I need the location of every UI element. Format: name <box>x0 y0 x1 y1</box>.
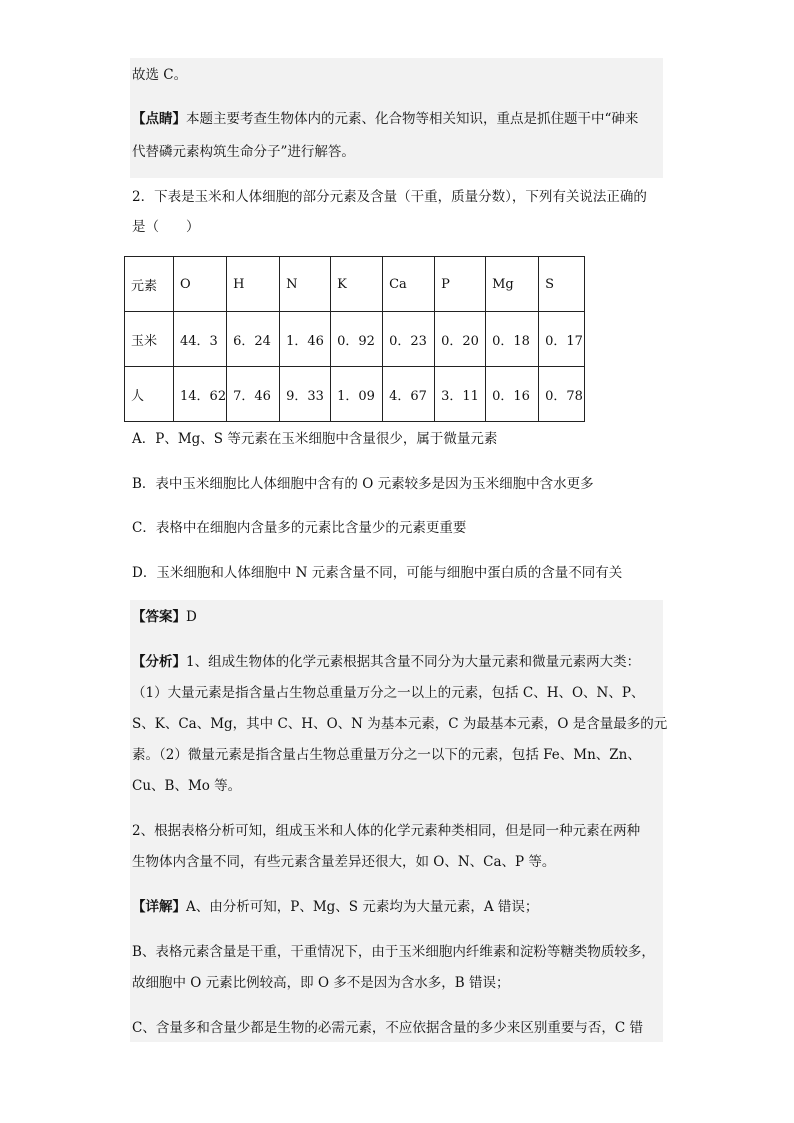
table-cell: 9．33 <box>280 367 331 422</box>
analysis-line-4: 素。（2）微量元素是指含量占生物总重量万分之一以下的元素，包括 Fe、Mn、Zn、 <box>132 747 641 763</box>
table-cell: 0．16 <box>486 367 539 422</box>
table-cell: 0．20 <box>435 312 486 367</box>
option-c: C．表格中在细胞内含量多的元素比含量少的元素更重要 <box>132 520 467 536</box>
table-cell: P <box>435 257 486 312</box>
table-cell: S <box>539 257 585 312</box>
table-cell: 4．67 <box>383 367 435 422</box>
analysis-line-7: 生物体内含量不同，有些元素含量差异还很大，如 O、N、Ca、P 等。 <box>132 854 556 870</box>
answer-value: D <box>186 609 197 625</box>
table-cell: 6．24 <box>227 312 280 367</box>
table-cell: 3．11 <box>435 367 486 422</box>
table-cell: 0．78 <box>539 367 585 422</box>
analysis-line-6: 2、根据表格分析可知，组成玉米和人体的化学元素种类相同，但是同一种元素在两种 <box>132 823 641 839</box>
tips-tag: 【点睛】 <box>132 111 186 127</box>
analysis-text: 1、组成生物体的化学元素根据其含量不同分为大量元素和微量元素两大类： <box>186 654 641 670</box>
table-cell: 人 <box>125 367 174 422</box>
detail-tag: 【详解】 <box>132 899 186 915</box>
table-cell: O <box>174 257 227 312</box>
detail-line-3: 故细胞中 O 元素比例较高，即 O 多不是因为含水多，B 错误； <box>132 975 510 991</box>
element-table <box>124 256 585 422</box>
table-cell: H <box>227 257 280 312</box>
table-cell: 0．18 <box>486 312 539 367</box>
table-cell: K <box>331 257 383 312</box>
answer-line <box>132 607 672 627</box>
answer-tag: 【答案】 <box>132 609 186 625</box>
table-cell: 元素 <box>125 257 174 312</box>
question-line-1: 2．下表是玉米和人体细胞的部分元素及含量（干重，质量分数），下列有关说法正确的 <box>132 189 647 205</box>
table-row-corn <box>125 312 585 367</box>
table-cell: 1．09 <box>331 367 383 422</box>
table-cell: 14．62 <box>174 367 227 422</box>
analysis-line-3: S、K、Ca、Mg，其中 C、H、O、N 为基本元素，C 为最基本元素，O 是含量最多的元 <box>132 716 668 732</box>
table-cell: 玉米 <box>125 312 174 367</box>
detail-line-1 <box>132 897 672 917</box>
analysis-line-5: Cu、B、Mo 等。 <box>132 778 242 794</box>
table-cell: 1．46 <box>280 312 331 367</box>
analysis-line-1 <box>132 652 672 672</box>
analysis-tag: 【分析】 <box>132 654 186 670</box>
option-b: B．表中玉米细胞比人体细胞中含有的 O 元素较多是因为玉米细胞中含水更多 <box>132 476 594 492</box>
table-cell: 0．17 <box>539 312 585 367</box>
question-line-2: 是（ ） <box>132 219 200 235</box>
detail-line-2: B、表格元素含量是干重，干重情况下，由于玉米细胞内纤维素和淀粉等糖类物质较多， <box>132 944 655 960</box>
table-cell: Mg <box>486 257 539 312</box>
table-row-human <box>125 367 585 422</box>
table-cell: 0．92 <box>331 312 383 367</box>
option-d: D．玉米细胞和人体细胞中 N 元素含量不同，可能与细胞中蛋白质的含量不同有关 <box>132 565 623 581</box>
analysis-line-2: （1）大量元素是指含量占生物总重量万分之一以上的元素，包括 C、H、O、N、P、 <box>132 685 645 701</box>
table-row-header <box>125 257 585 312</box>
option-a: A．P、Mg、S 等元素在玉米细胞中含量很少，属于微量元素 <box>132 431 498 447</box>
table-cell: 7．46 <box>227 367 280 422</box>
detail-text: A、由分析可知，P、Mg、S 元素均为大量元素，A 错误； <box>186 899 539 915</box>
detail-line-4: C、含量多和含量少都是生物的必需元素，不应依据含量的多少来区别重要与否，C 错 <box>132 1020 643 1036</box>
table-cell: 44．3 <box>174 312 227 367</box>
tips-text: 本题主要考查生物体内的元素、化合物等相关知识，重点是抓住题干中“砷来 <box>186 111 639 127</box>
table-cell: Ca <box>383 257 435 312</box>
table-cell: 0．23 <box>383 312 435 367</box>
tips-line-1 <box>132 109 672 129</box>
tips-line-2: 代替磷元素构筑生命分子”进行解答。 <box>132 144 355 160</box>
table-cell: N <box>280 257 331 312</box>
conclusion-line: 故选 C。 <box>132 67 188 83</box>
